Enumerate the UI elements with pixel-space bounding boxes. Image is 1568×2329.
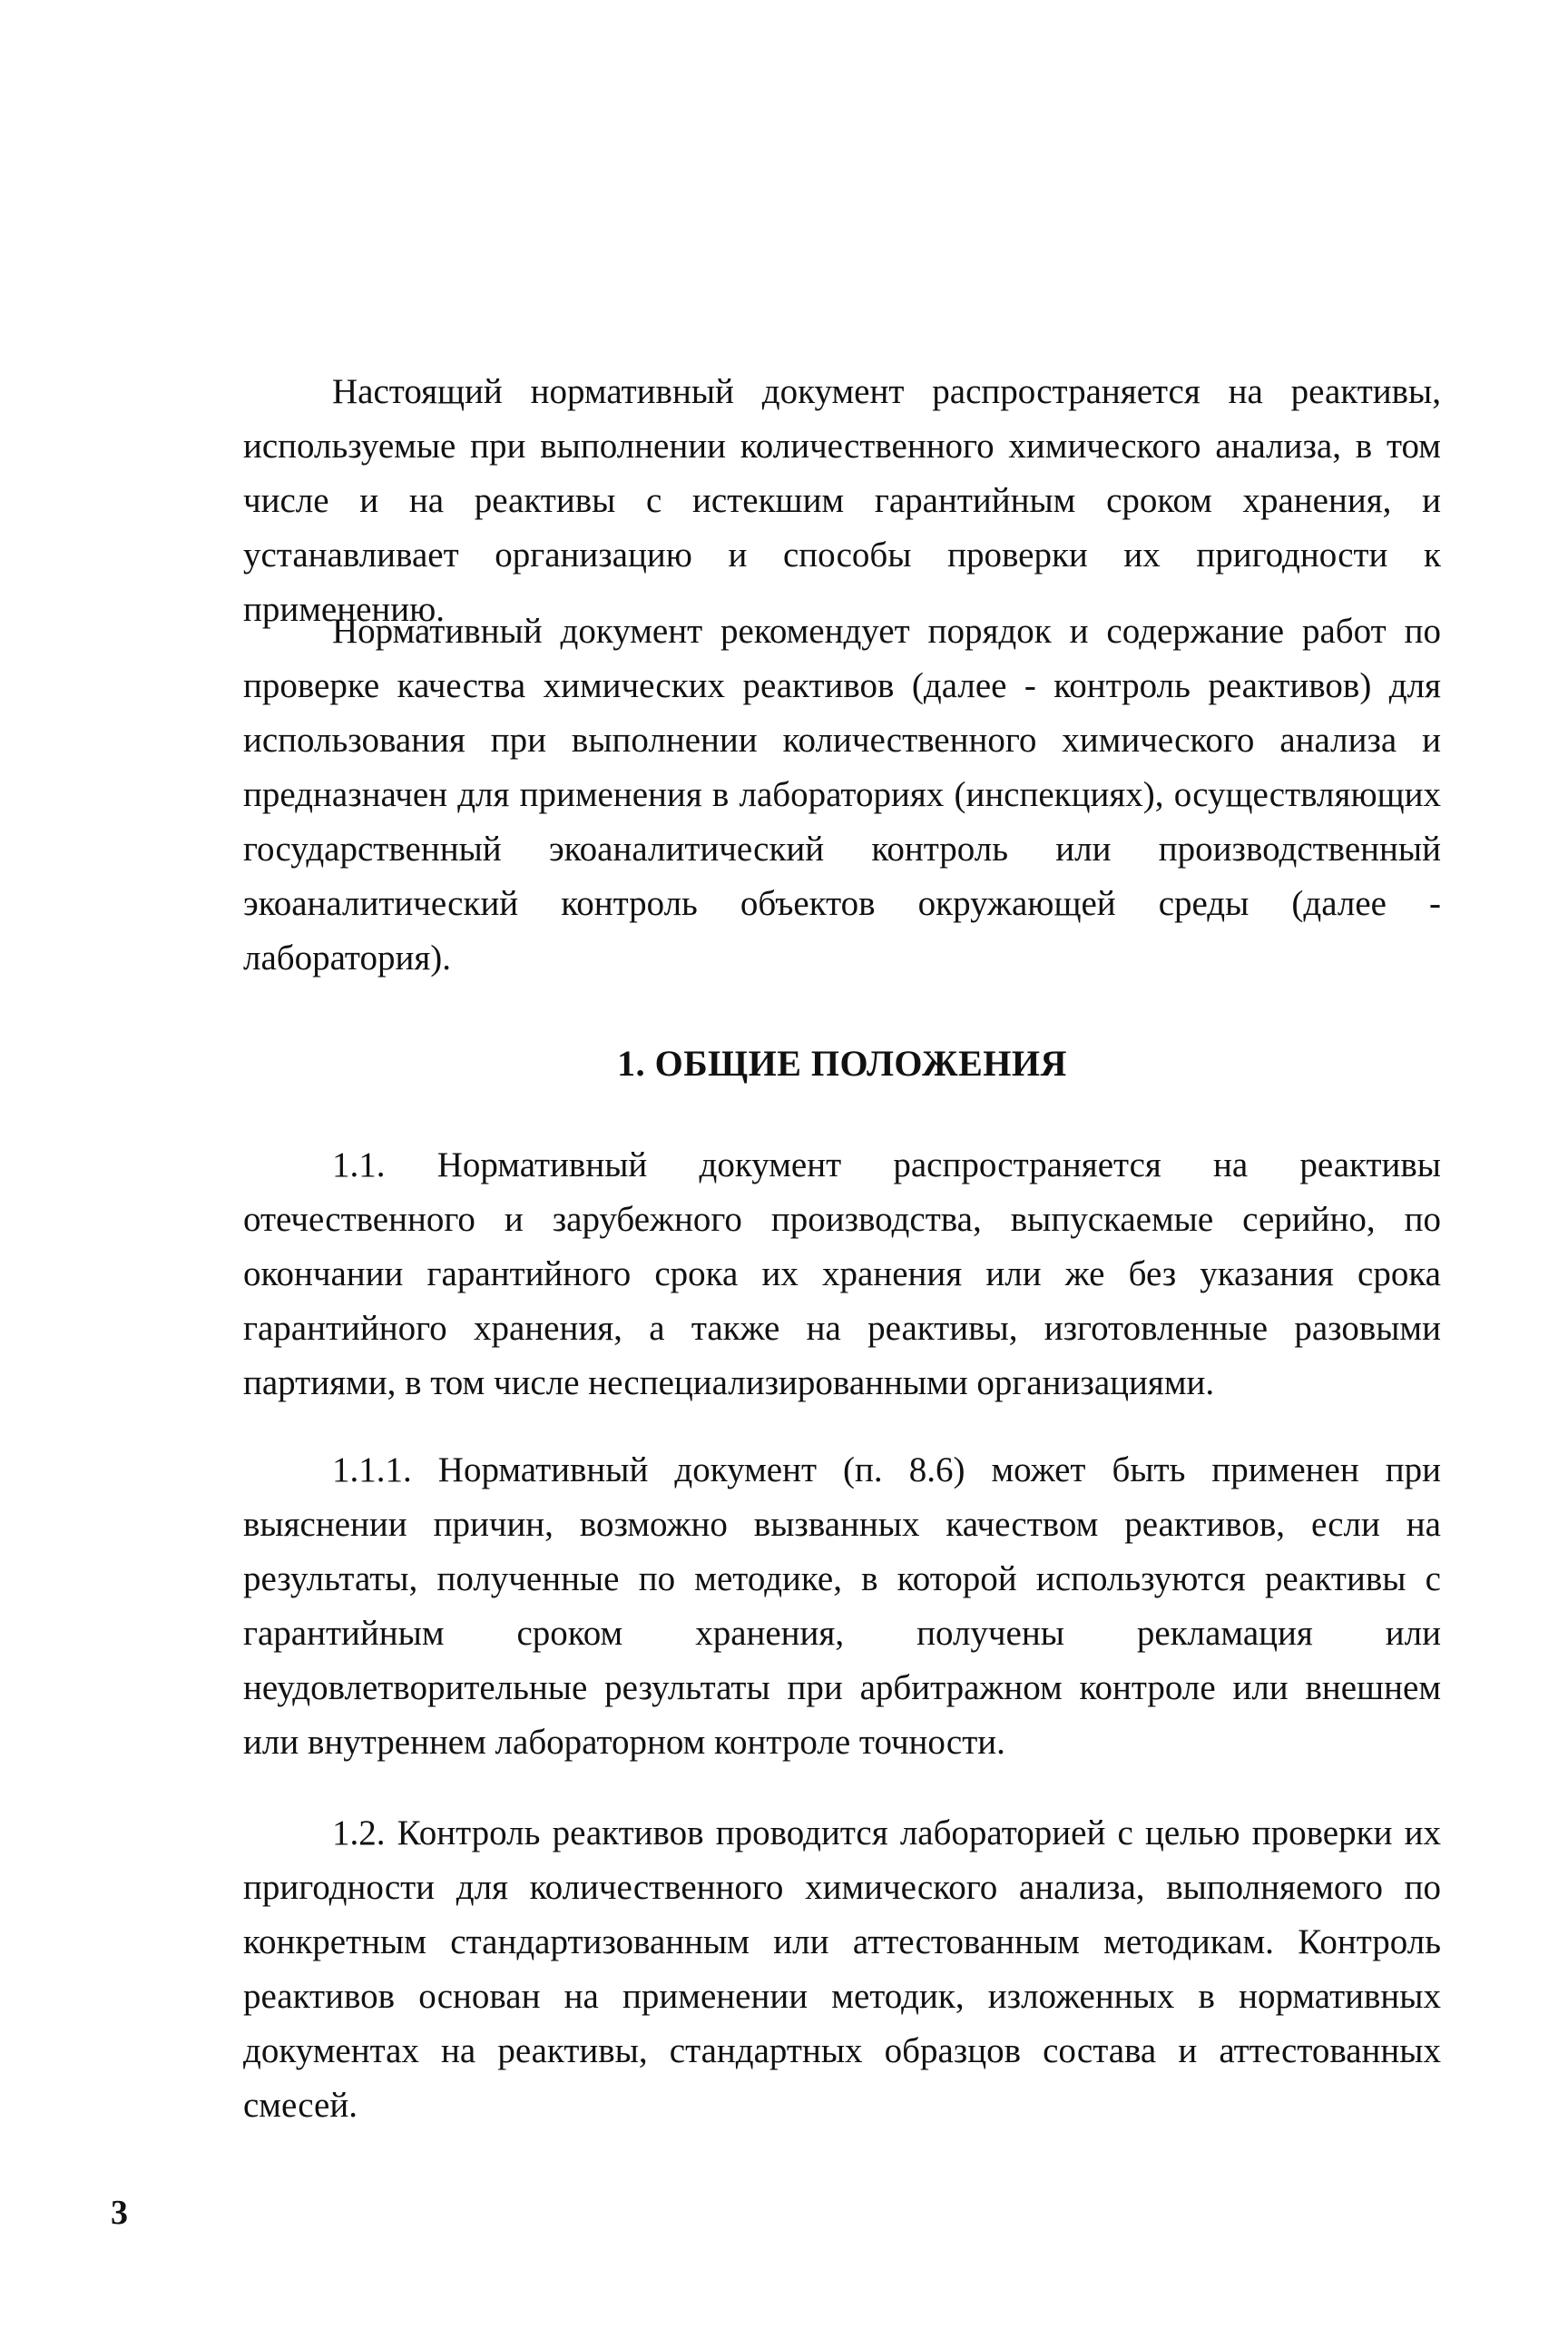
- clause-1-1-1: 1.1.1. Нормативный документ (п. 8.6) может быть применен при выяснении причин, возможно вызванных качеством реактивов, если на результаты, полученные по методике, в которой используются реактивы с гарантийным сроком хранения, получены рекламация или неудовлетворительные результаты при арбитражном контроле или внешнем или внутреннем лабораторном контроле точности.: [243, 1450, 1441, 1762]
- page-number: 3: [111, 2194, 128, 2232]
- clause-1-2: 1.2. Контроль реактивов проводится лабораторией с целью проверки их пригодности для количественного химического анализа, выполняемого по конкретным стандартизованным или аттестованным методикам. Контроль реактивов основан на применении методик, изложенных в нормативных документах на реактивы, стандартных образцов состава и аттестованных смесей.: [243, 1813, 1441, 2125]
- clause-1-1: 1.1. Нормативный документ распространяется на реактивы отечественного и зарубежного производства, выпускаемые серийно, по окончании гарантийного срока их хранения или же без указания срока гарантийного хранения, а также на реактивы, изготовленные разовыми партиями, в том числе неспециализированными организациями.: [243, 1145, 1441, 1402]
- section-heading: 1. ОБЩИЕ ПОЛОЖЕНИЯ: [617, 1043, 1067, 1084]
- intro-paragraph-scope: Настоящий нормативный документ распространяется на реактивы, используемые при выполнении количественного химического анализа, в том числе и на реактивы с истекшим гарантийным сроком хранения, и устанавливает организацию и способы проверки их пригодности к применению.: [243, 372, 1441, 629]
- intro-paragraph-purpose: Нормативный документ рекомендует порядок и содержание работ по проверке качества химических реактивов (далее - контроль реактивов) для использования при выполнении количественного химического анализа и предназначен для применения в лабораториях (инспекциях), осуществляющих государственный экоаналитический контроль или производственный экоаналитический контроль объектов окружающей среды (далее - лаборатория).: [243, 612, 1441, 978]
